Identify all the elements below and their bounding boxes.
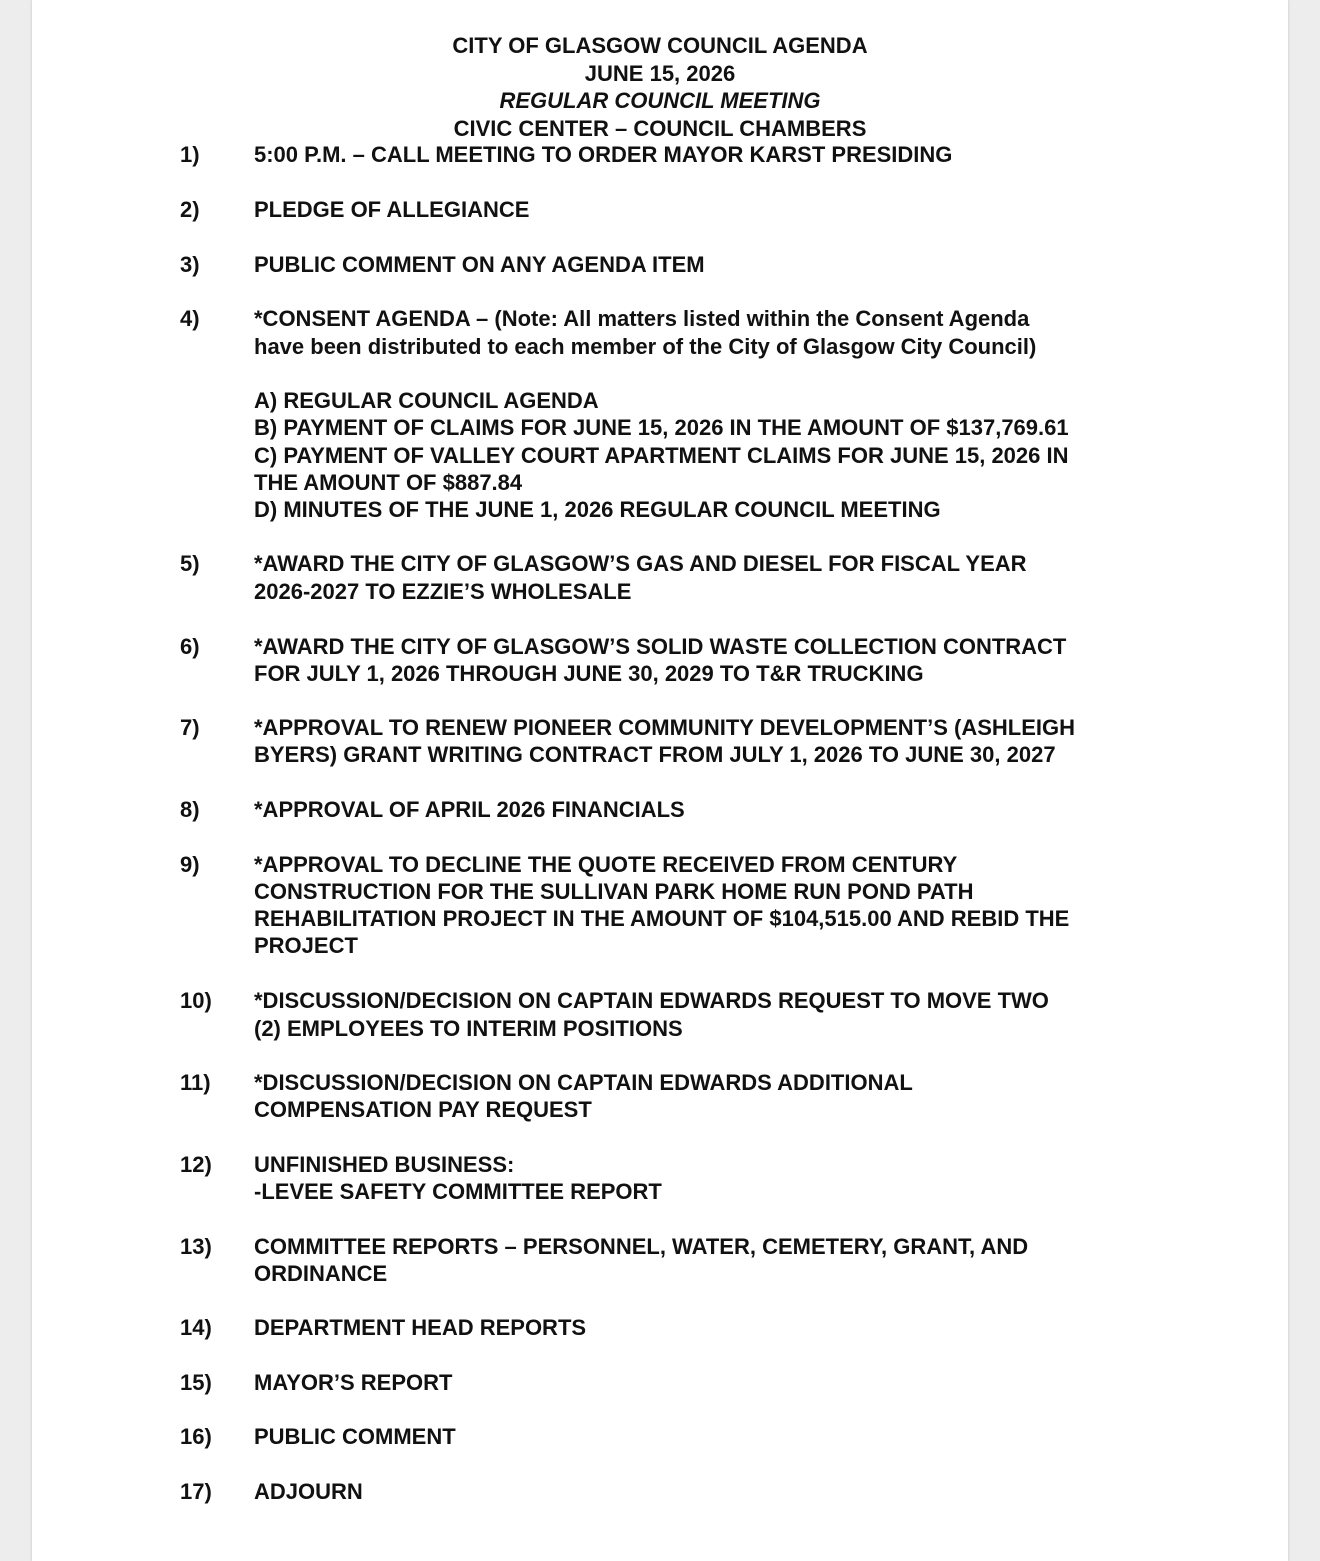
agenda-item-line: COMMITTEE REPORTS – PERSONNEL, WATER, CEMETERY, GRANT, AND (254, 1233, 1029, 1259)
meeting-location: CIVIC CENTER – COUNCIL CHAMBERS (453, 115, 867, 141)
agenda-item-line: BYERS) GRANT WRITING CONTRACT FROM JULY 1, 2026 TO JUNE 30, 2027 (254, 742, 1056, 768)
agenda-item-number: 2) (180, 196, 200, 222)
agenda-item (32, 796, 1288, 823)
agenda-item-text (254, 1423, 1174, 1450)
agenda-item-line: (2) EMPLOYEES TO INTERIM POSITIONS (254, 1015, 683, 1041)
agenda-items (32, 141, 1288, 1505)
agenda-item-line: ORDINANCE (254, 1260, 388, 1286)
agenda-item-number: 4) (180, 306, 200, 332)
agenda-item-line: *AWARD THE CITY OF GLASGOW’S SOLID WASTE COLLECTION CONTRACT (254, 633, 1067, 659)
agenda-item-line: *DISCUSSION/DECISION ON CAPTAIN EDWARDS ADDITIONAL (254, 1069, 913, 1095)
agenda-item-line: have been distributed to each member of the City of Glasgow City Council) (254, 333, 1037, 359)
agenda-item-text (254, 1233, 1174, 1288)
agenda-item-text (254, 141, 1174, 168)
agenda-item-line: PUBLIC COMMENT ON ANY AGENDA ITEM (254, 251, 705, 277)
agenda-item-line: DEPARTMENT HEAD REPORTS (254, 1315, 587, 1341)
agenda-item-line: 2026-2027 TO EZZIE’S WHOLESALE (254, 578, 632, 604)
agenda-item-text (254, 550, 1174, 605)
agenda-item-number: 6) (180, 633, 200, 659)
consent-agenda-subitem: THE AMOUNT OF $887.84 (254, 469, 523, 495)
meeting-type: REGULAR COUNCIL MEETING (499, 88, 821, 113)
agenda-item (32, 141, 1288, 168)
agenda-header (32, 32, 1288, 142)
agenda-item-text (254, 251, 1174, 278)
agenda-item-number: 9) (180, 851, 200, 877)
agenda-item-text (254, 714, 1174, 769)
agenda-item-line: *AWARD THE CITY OF GLASGOW’S GAS AND DIESEL FOR FISCAL YEAR (254, 551, 1027, 577)
agenda-item (32, 1478, 1288, 1505)
agenda-item-number: 10) (180, 988, 212, 1014)
consent-agenda-subitem: B) PAYMENT OF CLAIMS FOR JUNE 15, 2026 IN THE AMOUNT OF $137,769.61 (254, 415, 1069, 441)
agenda-item-text (254, 796, 1174, 823)
agenda-item-line: ADJOURN (254, 1479, 363, 1504)
agenda-item-text (254, 987, 1174, 1042)
agenda-item-line: FOR JULY 1, 2026 THROUGH JUNE 30, 2029 TO T&R TRUCKING (254, 660, 924, 686)
agenda-title: CITY OF GLASGOW COUNCIL AGENDA (452, 33, 868, 58)
agenda-item-number: 8) (180, 797, 200, 823)
agenda-item-number: 17) (180, 1479, 212, 1504)
consent-agenda-subitem: A) REGULAR COUNCIL AGENDA (254, 387, 599, 413)
agenda-item-line: PROJECT (254, 933, 358, 959)
agenda-item-line: -LEVEE SAFETY COMMITTEE REPORT (254, 1179, 662, 1205)
agenda-item-line: *APPROVAL OF APRIL 2026 FINANCIALS (254, 797, 685, 823)
agenda-item-line: COMPENSATION PAY REQUEST (254, 1097, 592, 1123)
agenda-item (32, 1423, 1288, 1450)
agenda-item-text (254, 1069, 1174, 1124)
agenda-item-number: 16) (180, 1424, 212, 1450)
agenda-item-line: *CONSENT AGENDA – (Note: All matters listed within the Consent Agenda (254, 306, 1030, 332)
agenda-item-number: 13) (180, 1233, 212, 1259)
consent-agenda-subitems (254, 387, 1174, 523)
agenda-item (32, 1314, 1288, 1341)
consent-agenda-subitem: C) PAYMENT OF VALLEY COURT APARTMENT CLAIMS FOR JUNE 15, 2026 IN (254, 442, 1069, 468)
agenda-item-text (254, 851, 1174, 960)
agenda-item-number: 14) (180, 1315, 212, 1341)
agenda-item (32, 851, 1288, 960)
agenda-item (32, 1233, 1288, 1288)
agenda-item-number: 3) (180, 251, 200, 277)
agenda-item-text (254, 196, 1174, 223)
agenda-item-number: 12) (180, 1151, 212, 1177)
agenda-item (32, 550, 1288, 605)
agenda-item-text (254, 1151, 1174, 1206)
agenda-item (32, 196, 1288, 223)
agenda-item (32, 305, 1288, 523)
agenda-item-number: 15) (180, 1369, 212, 1395)
agenda-item-number: 7) (180, 715, 200, 741)
agenda-item-line: PUBLIC COMMENT (254, 1424, 456, 1450)
agenda-item-text (254, 633, 1174, 688)
agenda-item (32, 1151, 1288, 1206)
agenda-item-line: PLEDGE OF ALLEGIANCE (254, 196, 530, 222)
agenda-item-text (254, 1369, 1174, 1396)
agenda-item (32, 987, 1288, 1042)
agenda-item-number: 5) (180, 551, 200, 577)
agenda-item-line: *APPROVAL TO RENEW PIONEER COMMUNITY DEVELOPMENT’S (ASHLEIGH (254, 715, 1076, 741)
agenda-item (32, 1069, 1288, 1124)
agenda-item (32, 251, 1288, 278)
agenda-item (32, 1369, 1288, 1396)
agenda-item-line: CONSTRUCTION FOR THE SULLIVAN PARK HOME RUN POND PATH (254, 878, 974, 904)
agenda-item-line: UNFINISHED BUSINESS: (254, 1151, 515, 1177)
agenda-item-number: 11) (180, 1069, 211, 1095)
consent-agenda-subitem: D) MINUTES OF THE JUNE 1, 2026 REGULAR COUNCIL MEETING (254, 497, 941, 523)
agenda-item-line: *APPROVAL TO DECLINE THE QUOTE RECEIVED FROM CENTURY (254, 851, 958, 877)
agenda-item-number: 1) (180, 142, 200, 167)
agenda-item-line: MAYOR’S REPORT (254, 1369, 453, 1395)
agenda-item-line: *DISCUSSION/DECISION ON CAPTAIN EDWARDS REQUEST TO MOVE TWO (254, 988, 1049, 1014)
agenda-item-text (254, 1314, 1174, 1341)
agenda-item (32, 714, 1288, 769)
agenda-item-text (254, 1478, 1174, 1505)
agenda-item-line: 5:00 P.M. – CALL MEETING TO ORDER MAYOR KARST PRESIDING (254, 142, 953, 167)
agenda-item-line: REHABILITATION PROJECT IN THE AMOUNT OF $104,515.00 AND REBID THE (254, 906, 1070, 932)
document-page (32, 0, 1288, 1561)
agenda-item-text (254, 305, 1174, 523)
agenda-item (32, 633, 1288, 688)
meeting-date: JUNE 15, 2026 (584, 60, 736, 86)
